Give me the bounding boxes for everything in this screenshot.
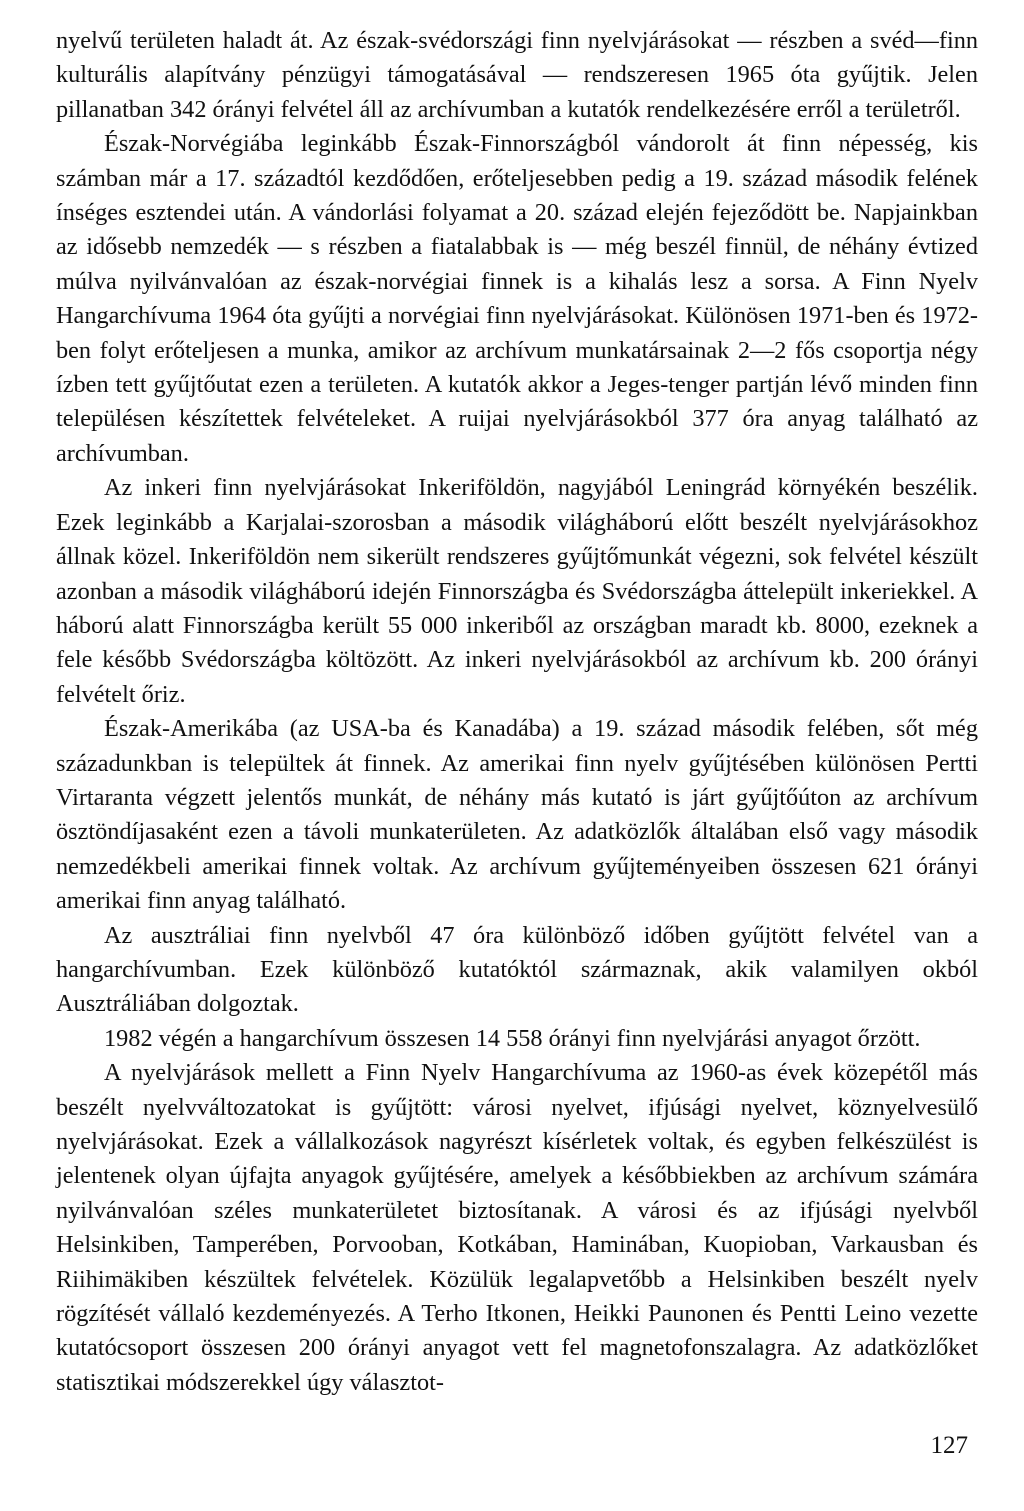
paragraph-australia: Az ausztráliai finn nyelvből 47 óra különböző időben gyűjtött felvétel van a hangarchívumban. Ezek különböző kutatóktól származnak, akik valamilyen okból Ausztráliában dolgoztak.: [56, 921, 978, 1018]
paragraph-north-norway: Észak-Norvégiába leginkább Észak-Finnországból vándorolt át finn népesség, kis számban már a 17. századtól kezdődően, erőteljesebben pedig a 19. század második felének ínséges esztendei után. A vándorlási folyamat a 20. század elején fejeződött be. Napjainkban az idősebb nemzedék — s részben a fiatalabbak is — még beszél finnül, de néhány évtized múlva nyilvánvalóan az észak-norvégiai finnek is a kihalás lesz a sorsa. A Finn Nyelv Hangarchívuma 1964 óta gyűjti a norvégiai finn nyelvjárásokat. Különösen 1971-ben és 1972-ben folyt erőteljesen a munka, amikor az archívum munkatársainak 2—2 fős csoportja négy ízben tett gyűjtőutat ezen a területen. A kutatók akkor a Jeges-tenger partján lévő minden finn településen készítettek felvételeket. A ruijai nyelvjárásokból 377 óra anyag található az archívumban.: [56, 130, 978, 467]
paragraph-north-america: Észak-Amerikába (az USA-ba és Kanadába) a 19. század második felében, sőt még századunkban is települtek át finnek. Az amerikai finn nyelv gyűjtésében különösen Pertti Virtaranta végzett jelentős munkát, de néhány más kutató is járt gyűjtőúton az archívum ösztöndíjasaként ezen a távoli munkaterületen. Az adatközlők általában első vagy második nemzedékbeli amerikai finnek voltak. Az archívum gyűjteményeiben összesen 621 órányi amerikai finn anyag található.: [56, 715, 978, 915]
paragraph-ingrian: Az inkeri finn nyelvjárásokat Inkeriföldön, nagyjából Leningrád környékén beszélik. Ezek leginkább a Karjalai-szorosban a második világháború előtt beszélt nyelvjárásokhoz állnak közel. Inkeriföldön nem sikerült rendszeres gyűjtőmunkát végezni, sok felvétel készült azonban a második világháború idején Finnországba és Svédországba áttelepült inkeriekkel. A háború alatt Finnországba került 55 000 inkeriből az országban maradt kb. 8000, ezeknek a fele később Svédországba költözött. Az inkeri nyelvjárásokból az archívum kb. 200 órányi felvételt őriz.: [56, 474, 978, 708]
page-number: 127: [930, 1432, 968, 1459]
body-text: [56, 24, 978, 1400]
paragraph-total-1982: 1982 végén a hangarchívum összesen 14 558 órányi finn nyelvjárási anyagot őrzött.: [104, 1024, 921, 1052]
paragraph-continuation: nyelvű területen haladt át. Az észak-svédországi finn nyelvjárásokat — részben a svéd—finn kulturális alapítvány pénzügyi támogatásával — rendszeresen 1965 óta gyűjtik. Jelen pillanatban 342 órányi felvétel áll az archívumban a kutatók rendelkezésére erről a területről.: [56, 27, 978, 123]
paragraph-urban-language: A nyelvjárások mellett a Finn Nyelv Hangarchívuma az 1960-as évek közepétől más beszélt nyelvváltozatokat is gyűjtött: városi nyelvet, ifjúsági nyelvet, köznyelvesülő nyelvjárásokat. Ezek a vállalkozások nagyrészt kísérletek voltak, és egyben felkészülést is jelentenek olyan újfajta anyagok gyűjtésére, amelyek a későbbiekben az archívum számára nyilvánvalóan széles munkaterületet biztosítanak. A városi és az ifjúsági nyelvből Helsinkiben, Tamperében, Porvooban, Kotkában, Haminában, Kuopioban, Varkausban és Riihimäkiben készültek felvételek. Közülük legalapvetőbb a Helsinkiben beszélt nyelv rögzítését vállaló kezdeményezés. A Terho Itkonen, Heikki Paunonen és Pentti Leino vezette kutatócsoport összesen 200 órányi anyagot vett fel magnetofonszalagra. Az adatközlőket statisztikai módszerekkel úgy választot-: [56, 1059, 978, 1396]
